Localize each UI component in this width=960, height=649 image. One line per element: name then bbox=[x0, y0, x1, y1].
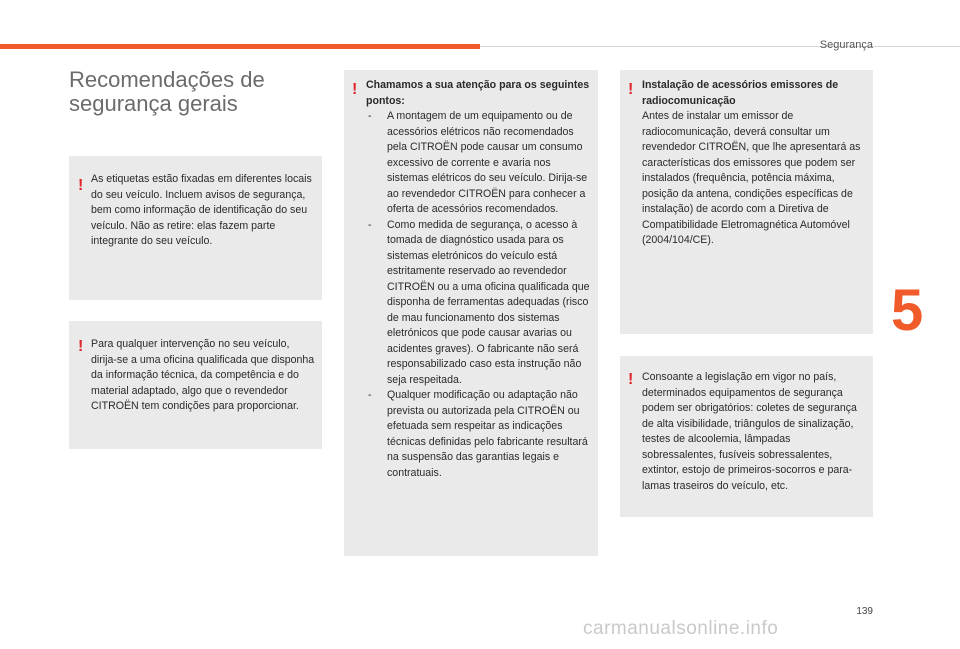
section-label: Segurança bbox=[819, 39, 873, 51]
chapter-number: 5 bbox=[891, 278, 924, 343]
header-divider bbox=[480, 46, 960, 47]
warning-icon: ! bbox=[628, 81, 634, 98]
page-title-line: segurança gerais bbox=[69, 91, 238, 116]
list-item: - A montagem de um equipamento ou de acessórios elétricos não recomendados pela CITROËN pode causar um consumo excessivo de corrente e avaria nos sistemas elétricos do seu veículo. Dirija-se ao revendedor CITROËN para conhecer a oferta de acessórios recomendados. bbox=[366, 109, 592, 218]
warning-icon: ! bbox=[352, 81, 358, 98]
page-title bbox=[69, 68, 265, 116]
attention-list bbox=[366, 109, 592, 481]
list-item: - Como medida de segurança, o acesso à tomada de diagnóstico usada para os sistemas eletrónicos do veículo está estritamente reservado ao revendedor CITROËN ou a uma oficina qualificada que disponha de ferramentas adequadas (risco de mau funcionamento dos sistemas eletrónicos que pode causar avarias ou acidentes graves). O fabricante não será responsabilizado caso esta instrução não seja respeitada. bbox=[366, 218, 592, 389]
warning-box-labels bbox=[69, 156, 322, 300]
warning-heading: Chamamos a sua atenção para os seguintes pontos: bbox=[366, 79, 590, 107]
warning-text: As etiquetas estão fixadas em diferentes locais do seu veículo. Incluem avisos de segurança, bem como informação de identificação do seu veículo. Não as retire: elas fazem parte integrante do seu veículo. bbox=[91, 173, 312, 247]
warning-heading: Instalação de acessórios emissores de radiocomunicação bbox=[642, 79, 839, 107]
warning-text: Consoante a legislação em vigor no país, determinados equipamentos de segurança podem ser obrigatórios: coletes de segurança de alta visibilidade, triângulos de sinalização, testes de alcoolemia, lâmpadas sobressalentes, fusíveis sobressalentes, extintor, estojo de primeiros-socorros e para-lamas traseiros do veículo, etc. bbox=[642, 371, 857, 492]
warning-box-legislation bbox=[620, 356, 873, 517]
warning-icon: ! bbox=[628, 371, 634, 388]
warning-box-service bbox=[69, 321, 322, 449]
warning-icon: ! bbox=[78, 177, 84, 194]
warning-text: Antes de instalar um emissor de radiocomunicação, deverá consultar um revendedor CITROËN, que lhe apresentará as características dos emissores que podem ser instalados (frequência, potência máxima, posição da antena, condições específicas de instalação) de acordo com a Diretiva de Compatibilidade Eletromagnética Automóvel (2004/104/CE). bbox=[642, 110, 861, 246]
page-title-line: Recomendações de bbox=[69, 67, 265, 92]
list-item: - Qualquer modificação ou adaptação não prevista ou autorizada pela CITROËN ou efetuada sem respeitar as indicações técnicas definidas pelo fabricante resultará na suspensão das garantias legais e contratuais. bbox=[366, 388, 592, 481]
page-number: 139 bbox=[856, 606, 873, 617]
watermark: carmanualsonline.info bbox=[583, 618, 779, 639]
warning-text: Para qualquer intervenção no seu veículo, dirija-se a uma oficina qualificada que disponha da informação técnica, da competência e do material adaptado, algo que o revendedor CITROËN tem condições para proporcionar. bbox=[91, 338, 315, 412]
header-accent-bar bbox=[0, 44, 480, 49]
warning-box-radio bbox=[620, 70, 873, 334]
warning-box-attention bbox=[344, 70, 598, 556]
warning-icon: ! bbox=[78, 338, 84, 355]
